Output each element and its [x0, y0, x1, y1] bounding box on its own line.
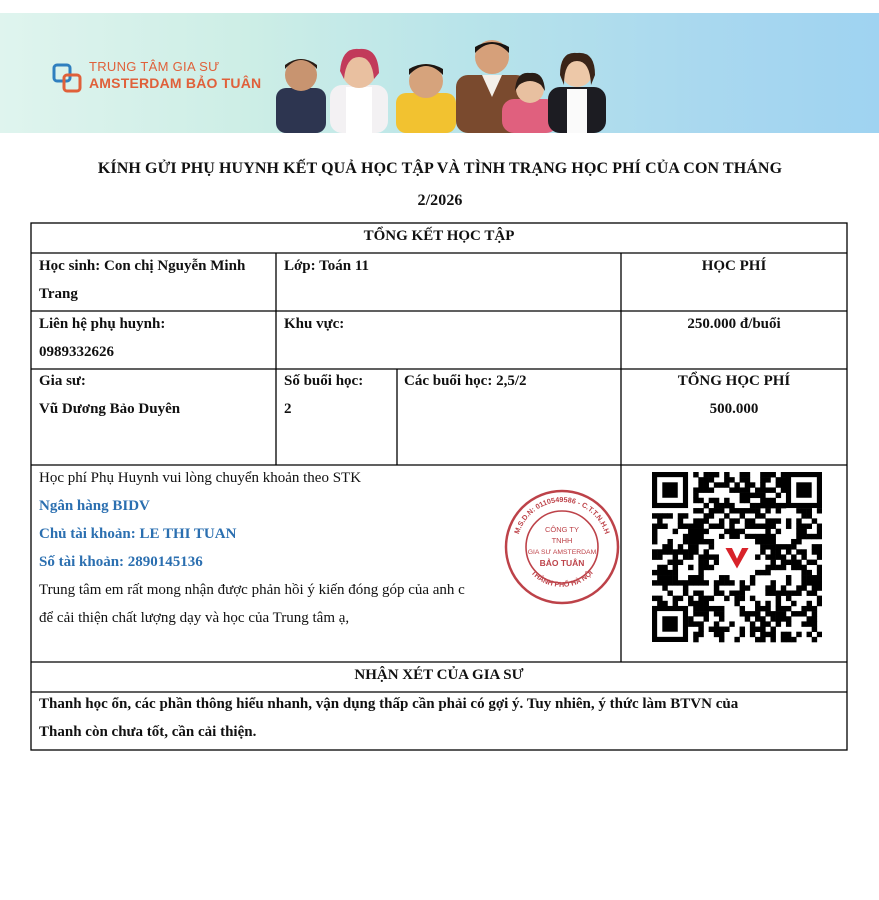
logo-text-top: TRUNG TÂM GIA SƯ	[89, 59, 220, 74]
parent-contact	[39, 310, 271, 366]
header-banner	[0, 13, 879, 133]
total-fee-label: TỔNG HỌC PHÍ	[677, 373, 791, 389]
comments-header: NHẬN XÉT CỦA GIA SƯ	[354, 667, 524, 683]
report-title: KÍNH GỬI PHỤ HUYNH KẾT QUẢ HỌC TẬP VÀ TÌNH TRẠNG HỌC PHÍ CỦA CON THÁNG	[97, 160, 783, 177]
class-label: Lớp: Toán 11	[284, 258, 370, 274]
summary-header: TỔNG KẾT HỌC TẬP	[363, 228, 515, 244]
person-woman-pink	[330, 49, 388, 133]
payment-qr-code	[652, 472, 822, 644]
fee-per-session: 250.000 đ/buổi	[687, 316, 781, 332]
total-fee-value: 500.000	[709, 401, 759, 417]
sessions-value: 2	[284, 401, 292, 417]
sessions-info	[284, 367, 394, 423]
family-photo	[268, 13, 618, 133]
tutor-comment-line1: Thanh học ổn, các phần thông hiểu nhanh, vận dụng thấp cần phải có gợi ý. Tuy nhiên, ý thức làm BTVN của	[39, 696, 739, 712]
report-title-month: 2/2026	[417, 192, 463, 209]
stamp-ring-text: M.S.D.N: 0110549586 - C.T.T.N.H.H	[512, 494, 612, 536]
student-name-line2: Trang	[39, 286, 78, 302]
tutor-name: Vũ Dương Bảo Duyên	[39, 401, 181, 417]
tutor-info	[39, 367, 271, 423]
sessions-label: Số buổi học:	[284, 373, 364, 389]
area-label: Khu vực:	[284, 316, 345, 332]
tutor-comment-line2: Thanh còn chưa tốt, cần cải thiện.	[39, 724, 257, 740]
person-woman-right	[548, 53, 606, 133]
feedback-line2: để cải thiện chất lượng dạy và học của Trung tâm ạ,	[39, 610, 350, 626]
total-fee	[621, 367, 847, 423]
company-stamp	[503, 488, 621, 606]
fee-header: HỌC PHÍ	[701, 258, 767, 274]
stamp-line3: GIA SƯ AMSTERDAM	[527, 549, 597, 556]
tutor-label: Gia sư:	[39, 373, 86, 389]
logo-icon	[52, 63, 82, 93]
student-label	[39, 252, 271, 308]
bank-name: Ngân hàng BIDV	[39, 498, 150, 514]
session-dates: Các buổi học: 2,5/2	[404, 373, 527, 389]
parent-contact-label: Liên hệ phụ huynh:	[39, 316, 166, 332]
person-boy-yellow	[396, 64, 456, 133]
parent-phone: 0989332626	[39, 344, 114, 360]
stamp-bottom-text: THÀNH PHỐ HÀ NỘI	[529, 568, 595, 589]
person-boy-left	[276, 59, 326, 133]
payment-info	[39, 464, 509, 632]
feedback-line1: Trung tâm em rất mong nhận được phản hồi ý kiến đóng góp của anh c	[39, 582, 465, 598]
tutor-comment	[39, 690, 841, 746]
account-number: Số tài khoản: 2890145136	[39, 554, 203, 570]
stamp-line4: BẢO TUÂN	[539, 558, 585, 568]
student-name-line1: Học sinh: Con chị Nguyễn Minh	[39, 258, 246, 274]
stamp-line1: CÔNG TY	[544, 525, 580, 534]
payment-instruction: Học phí Phụ Huynh vui lòng chuyển khoản theo STK	[39, 470, 362, 486]
stamp-line2: TNHH	[551, 536, 573, 545]
account-holder: Chủ tài khoản: LE THI TUAN	[39, 526, 237, 542]
logo-text-bottom: AMSTERDAM BẢO TUÂN	[89, 75, 262, 91]
